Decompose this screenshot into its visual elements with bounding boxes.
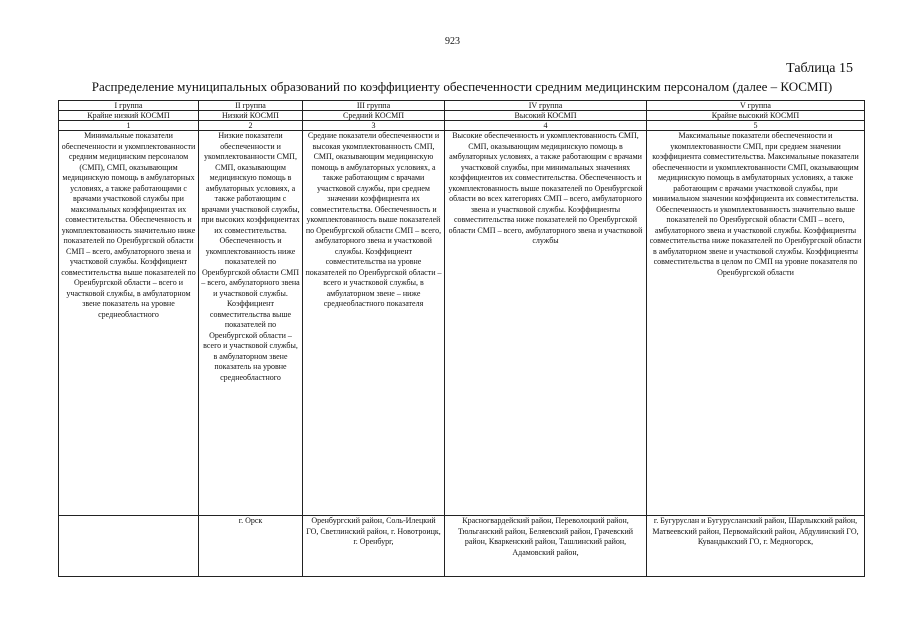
description-text: Средние показатели обеспеченности и высокая укомплектованность СМП, СМП, оказывающим медицинскую помощь в амбулаторных условиях, а также работающим с врачами участковой службы, при среднем значении коэффициента их совместительства. Обеспеченность и укомплектованность выше показателей по Оренбургской области СМП – всего, амбулаторного звена и участковой службы. Коэффициент совместительства на уровне показателей по Оренбургской области – всего и участковой службы, в амбулаторном звене – ниже среднеобластного показателя xyxy=(305,131,442,308)
areas-text: Оренбургский район, Соль-Илецкий ГО, Светлинский район, г. Новотроицк, г. Оренбург, xyxy=(306,516,441,546)
areas-cell xyxy=(199,516,303,577)
level-header-cell: Крайне низкий КОСМП xyxy=(59,111,199,121)
description-cell xyxy=(303,131,445,516)
column-number-cell: 1 xyxy=(59,121,199,131)
description-text: Минимальные показатели обеспеченности и укомплектованности средним медицинским персоналом (СМП), СМП, оказывающим медицинскую помощь в амбулаторных условиях, а также работающими с врачами участковой службы при максимальных коэффициентах их совместительства. Обеспеченность и укомплектованность значительно ниже показателей по Оренбургской области СМП – всего, амбулаторного звена и участковой службы. Коэффициент совместительства выше показателей по Оренбургской области – всего и участковой службы, в амбулаторном звене показатель на уровне среднеобластного xyxy=(61,131,196,319)
description-cell xyxy=(59,131,199,516)
column-number-cell: 2 xyxy=(199,121,303,131)
distribution-table xyxy=(58,100,865,577)
areas-cell xyxy=(59,516,199,577)
level-header-cell: Высокий КОСМП xyxy=(445,111,647,121)
level-header-row xyxy=(59,111,865,121)
column-number-cell: 4 xyxy=(445,121,647,131)
areas-text: Красногвардейский район, Переволоцкий район, Тюльганский район, Беляевский район, Грачевский район, Кваркенский район, Ташлинский район, Адамовский район, xyxy=(458,516,633,557)
level-header-cell: Средний КОСМП xyxy=(303,111,445,121)
column-number-cell: 5 xyxy=(647,121,865,131)
group-header-cell: V группа xyxy=(647,101,865,111)
areas-cell xyxy=(303,516,445,577)
table-label: Таблица 15 xyxy=(786,61,853,76)
group-header-cell: I группа xyxy=(59,101,199,111)
column-number-cell: 3 xyxy=(303,121,445,131)
column-number-row xyxy=(59,121,865,131)
level-header-cell: Низкий КОСМП xyxy=(199,111,303,121)
description-text: Низкие показатели обеспеченности и укомплектованности СМП, СМП, оказывающим медицинскую помощь в амбулаторных условиях, а также работающим с врачами участковой службы, при высоких коэффициентах их совместительства. Обеспеченность и укомплектованность ниже показателей по Оренбургской области СМП – всего, амбулаторного звена и участковой службы. Коэффициент совместительства выше показателей по Оренбургской области – всего и участковой службы, в амбулаторном звене показатель на уровне среднеобластного xyxy=(201,131,300,382)
areas-cell xyxy=(445,516,647,577)
group-header-cell: IV группа xyxy=(445,101,647,111)
description-text: Максимальные показатели обеспеченности и укомплектованности СМП, при среднем значении коэффициента совместительства. Максимальные показатели обеспеченности и укомплектованности СМП, оказывающим медицинскую помощь в амбулаторных условиях, а также работающим с врачами участковой службы, при минимальном значении коэффициента их совместительства. Обеспеченность и укомплектованность значительно выше показателей по Оренбургской области СМП – всего, амбулаторного звена и участковой службы. Коэффициенты совместительства ниже показателей по Оренбургской области в амбулаторном звене и участковой службы. Коэффициенты совместительства в целом по СМП на уровне показателя по Оренбургской области xyxy=(649,131,862,277)
description-cell xyxy=(199,131,303,516)
description-cell xyxy=(647,131,865,516)
level-header-cell: Крайне высокий КОСМП xyxy=(647,111,865,121)
description-cell xyxy=(445,131,647,516)
areas-text: г. Орск xyxy=(238,516,263,525)
areas-row xyxy=(59,516,865,577)
page-number: 923 xyxy=(445,36,460,47)
areas-cell xyxy=(647,516,865,577)
description-text: Высокие обеспеченность и укомплектованность СМП, СМП, оказывающим медицинскую помощь в амбулаторных условиях, а также работающим с врачами участковой службы, при минимальных значениях коэффициентов их совместительства. Обеспеченность и укомплектованность выше показателей по Оренбургской области во всех категориях СМП – всего, амбулаторного звена и участковой службы. Коэффициенты совместительства ниже показателей по Оренбургской области СМП – всего, амбулаторного звена и участковой службы xyxy=(448,131,643,245)
areas-text: г. Бугуруслан и Бугурусланский район, Шарлыкский район, Матвеевский район, Первомайский район, Абдулинский ГО, Кувандыкский ГО, г. Медногорск, xyxy=(652,516,859,546)
table-title: Распределение муниципальных образований по коэффициенту обеспеченности средним медицинским персоналом (далее – КОСМП) xyxy=(91,79,833,94)
group-header-cell: III группа xyxy=(303,101,445,111)
group-header-row xyxy=(59,101,865,111)
description-row xyxy=(59,131,865,516)
group-header-cell: II группа xyxy=(199,101,303,111)
